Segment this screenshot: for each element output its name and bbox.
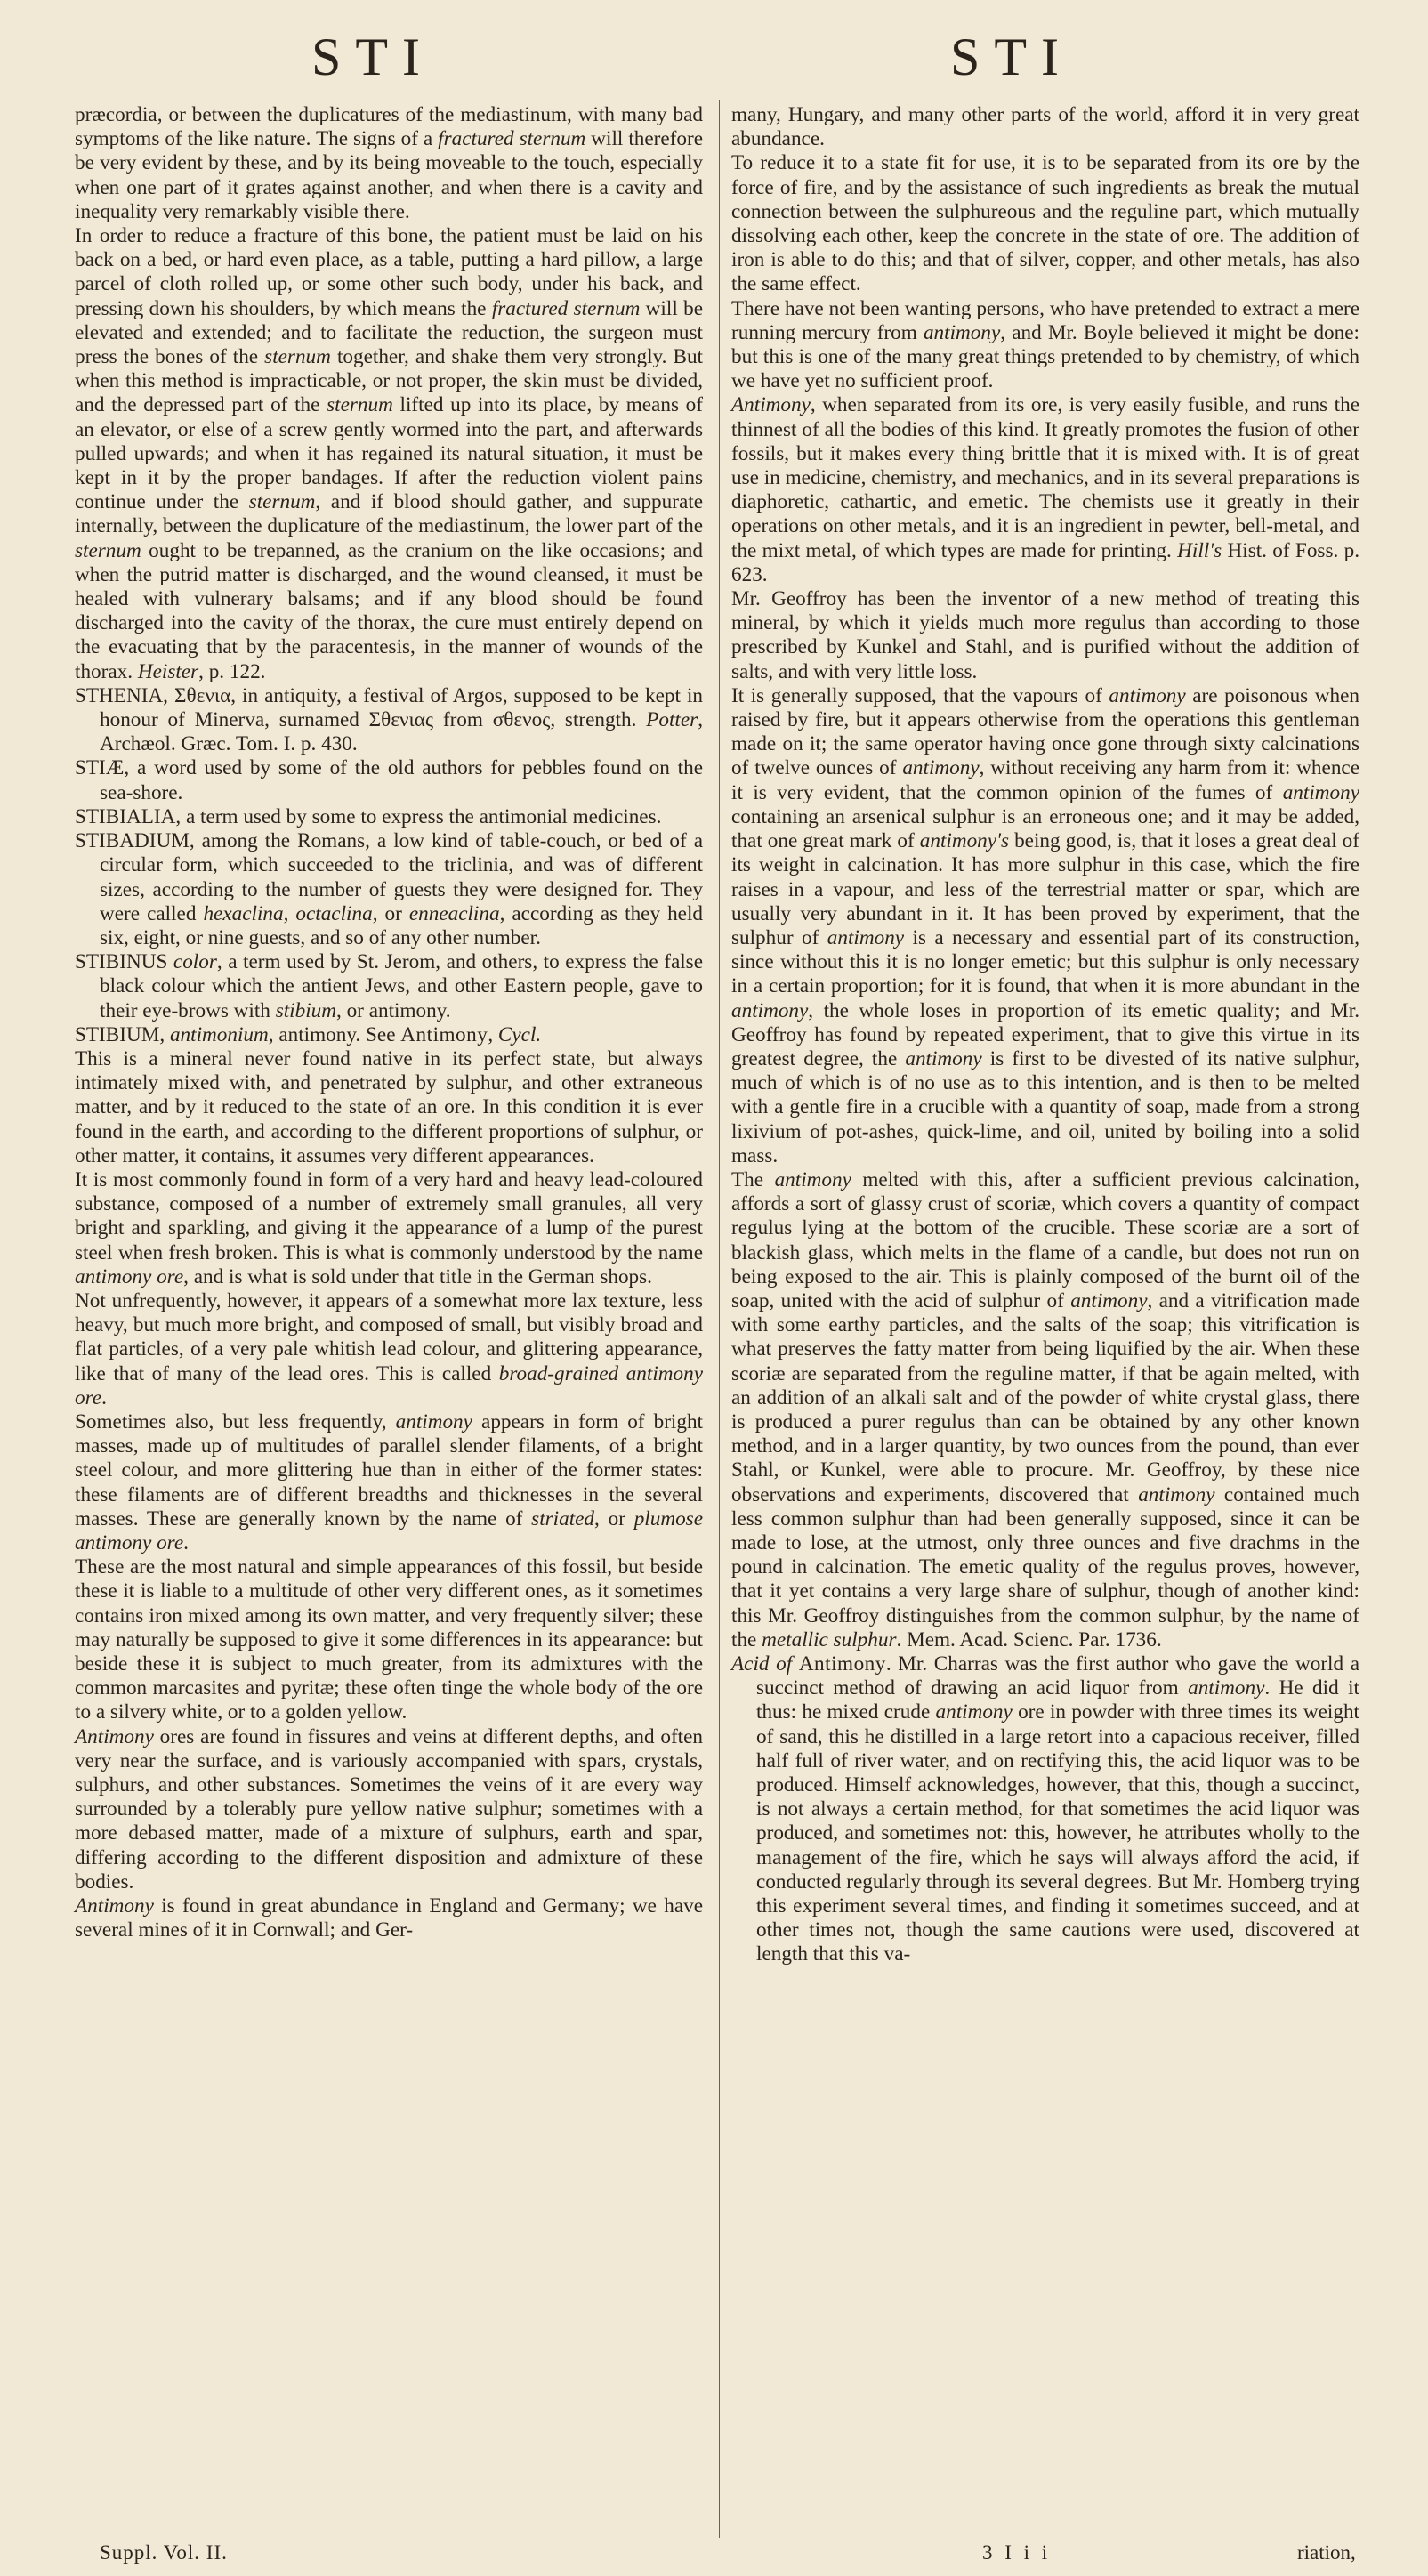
left-column-paragraph: STIBIUM, antimonium, antimony. See Antimony, Cycl. <box>75 1022 542 1046</box>
left-column-paragraph: STIÆ, a word used by some of the old authors for pebbles found on the sea-shore. <box>75 756 703 804</box>
right-column-paragraph: Mr. Geoffroy has been the inventor of a new method of treating this mineral, by which it yields much more regulus than according to those prescribed by Kunkel and Stahl, and is purified without the addition of salts, and with very little loss. <box>731 587 1359 683</box>
volume-label: Suppl. Vol. II. <box>100 2541 228 2564</box>
left-column-paragraph: Antimony is found in great abundance in England and Germany; we have several mines of it in Cornwall; and Ger- <box>75 1894 703 1942</box>
catchword: riation, <box>1297 2541 1356 2564</box>
right-column-paragraph: Acid of Antimony. Mr. Charras was the first author who gave the world a succinct method of drawing an acid liquor from antimony. He did it thus: he mixed crude antimony ore in powder with three times its weight of sand, this he distilled in a large retort into a capacious receiver, filled half full of river water, and on rectifying this, the acid liquor was to be produced. Himself acknowledges, however, that this, though a succinct, is not always a certain method, for that sometimes the acid liquor was produced, and sometimes not: this, however, he attributes wholly to the management of the fire, which he says will always afford the acid, if conducted regularly through its several degrees. But Mr. Homberg trying this experiment several times, and finding it sometimes succeed, and at other times not, though the same cautions were used, discovered at length that this va- <box>731 1652 1359 1966</box>
right-column-paragraph: many, Hungary, and many other parts of the world, afford it in very great abundance. <box>731 103 1359 151</box>
right-column-paragraph: To reduce it to a state fit for use, it is to be separated from its ore by the force of fire, and by the assistance of such ingredients as break the mutual connection between the sulphureous and the reguline part, which mutually dissolving each other, keep the concrete in the state of ore. The addition of iron is able to do this; and that of silver, copper, and other metals, has also the same effect. <box>731 151 1359 296</box>
left-column-paragraph: STIBIALIA, a term used by some to express the antimonial medicines. <box>75 804 662 828</box>
left-column-paragraph: Antimony ores are found in fissures and veins at different depths, and often very near the surface, and is variously accompanied with spars, crystals, sulphurs, and other substances. Sometimes the veins of it are every way surrounded by a tolerably pure yellow native sulphur; sometimes with a more debased matter, made of a mixture of sulphurs, earth and spar, differing according to the different disposition and admixture of these bodies. <box>75 1724 703 1894</box>
left-column-paragraph: These are the most natural and simple appearances of this fossil, but beside these it is liable to a multitude of other very different ones, as it sometimes contains iron mixed among its own matter, and very frequently silver; these may naturally be supposed to give it some differences in its appearance: but beside these it is subject to much greater, from its admixtures with the common marcasites and pyritæ; these often tinge the whole body of the ore to a silvery white, or to a golden yellow. <box>75 1555 703 1724</box>
left-column-paragraph: STHENIA, Σθενια, in antiquity, a festival of Argos, supposed to be kept in honour of Minerva, surnamed Σθενιας from σθενος, strength. Potter, Archæol. Græc. Tom. I. p. 430. <box>75 683 703 756</box>
left-column-paragraph: præcordia, or between the duplicatures of the mediastinum, with many bad symptoms of the like nature. The signs of a fractured sternum will therefore be very evident by these, and by its being moveable to the touch, especially when one part of it grates against another, and when there is a cavity and inequality very remarkably visible there. <box>75 103 703 223</box>
right-column <box>731 103 1359 1967</box>
left-column <box>75 103 703 1942</box>
running-head-left: STI <box>311 28 434 86</box>
signature-mark: 3 I i i <box>982 2541 1052 2564</box>
left-column-paragraph: In order to reduce a fracture of this bone, the patient must be laid on his back on a bed, or hard even place, as a table, putting a hard pillow, a large parcel of cloth rolled up, or some other such body, under his back, and pressing down his shoulders, by which means the fractured sternum will be elevated and extended; and to facilitate the reduction, the surgeon must press the bones of the sternum together, and shake them very strongly. But when this method is impracticable, or not proper, the skin must be divided, and the depressed part of the sternum lifted up into its place, by means of an elevator, or else of a screw gently wormed into the part, and afterwards pulled upwards; and when it has regained its natural situation, it must be kept in it by the proper bandages. If after the reduction violent pains continue under the sternum, and if blood should gather, and suppurate internally, between the duplicature of the mediastinum, the lower part of the sternum ought to be trepanned, as the cranium on the like occasions; and when the putrid matter is discharged, and the wound cleansed, it must be healed with vulnerary balsams; and if any blood should be found discharged into the cavity of the thorax, the cure must entirely depend on the evacuating that by the paracentesis, in the manner of wounds of the thorax. Heister, p. 122. <box>75 224 703 683</box>
running-head-right: STI <box>950 28 1073 86</box>
left-column-paragraph: Not unfrequently, however, it appears of a somewhat more lax texture, less heavy, but much more bright, and composed of small, but visibly broad and flat particles, of a very pale whitish lead colour, and glittering appearance, like that of many of the lead ores. This is called broad-grained antimony ore. <box>75 1288 703 1409</box>
left-column-paragraph: This is a mineral never found native in its perfect state, but always intimately mixed with, and penetrated by sulphur, and other extraneous matter, and by it reduced to the state of an ore. In this condition it is ever found in the earth, and according to the different proportions of sulphur, or other matter, it contains, it assumes very different appearances. <box>75 1046 703 1167</box>
right-column-paragraph: The antimony melted with this, after a sufficient previous calcination, affords a sort of glassy crust of scoriæ, which covers a quantity of compact regulus lying at the bottom of the crucible. These scoriæ are a sort of blackish glass, which melts in the flame of a candle, but does not run on being exposed to the air. This is plainly composed of the burnt oil of the soap, united with the acid of sulphur of antimony, and a vitrification made with some earthy particles, and the salts of the soap; this vitrification is what preserves the fatty matter from being liquified by the air. When these scoriæ are separated from the reguline matter, if that be again melted, with an addition of an alkali salt and of the powder of white crystal glass, there is produced a purer regulus than can be obtained by any other known method, and in a larger quantity, by two ounces from the pound, than ever Stahl, or Kunkel, were able to procure. Mr. Geoffroy, by these nice observations and experiments, discovered that antimony contained much less common sulphur than had been generally supposed, since it can be made to lose, at the utmost, only three ounces and five drachms in the pound in calcination. The emetic quality of the regulus proves, however, that it yet contains a very large share of sulphur, though of another kind: this Mr. Geoffroy distinguishes from the common sulphur, by the name of the metallic sulphur. Mem. Acad. Scienc. Par. 1736. <box>731 1167 1360 1651</box>
left-column-paragraph: Sometimes also, but less frequently, antimony appears in form of bright masses, made up of multitudes of parallel slender filaments, of a bright steel colour, and more glittering hue than in either of the former states: these filaments are of different breadths and thicknesses in the several masses. These are generally known by the name of striated, or plumose antimony ore. <box>75 1409 703 1554</box>
left-column-paragraph: It is most commonly found in form of a very hard and heavy lead-coloured substance, composed of a number of extremely small granules, all very bright and sparkling, and giving it the appearance of a lump of the purest steel when fresh broken. This is what is commonly understood by the name antimony ore, and is what is sold under that title in the German shops. <box>75 1167 703 1288</box>
left-column-paragraph: STIBADIUM, among the Romans, a low kind of table-couch, or bed of a circular form, which succeeded to the triclinia, and was of different sizes, according to the number of guests they were designed for. They were called hexaclina, octaclina, or enneaclina, according as they held six, eight, or nine guests, and so of any other number. <box>75 829 703 949</box>
column-rule <box>719 100 720 2538</box>
right-column-paragraph: There have not been wanting persons, who have pretended to extract a mere running mercury from antimony, and Mr. Boyle believed it might be done: but this is one of the many great things pretended to by chemistry, of which we have yet no sufficient proof. <box>731 296 1359 393</box>
right-column-paragraph: Antimony, when separated from its ore, is very easily fusible, and runs the thinnest of all the bodies of this kind. It greatly promotes the fusion of other fossils, but it makes every thing brittle that it is mixed with. It is of great use in medicine, chemistry, and mechanics, and in its several preparations is diaphoretic, cathartic, and emetic. The chemists use it greatly in their operations on other metals, and it is an ingredient in pewter, bell-metal, and the mixt metal, of which types are made for printing. Hill's Hist. of Foss. p. 623. <box>731 393 1359 586</box>
left-column-paragraph: STIBINUS color, a term used by St. Jerom, and others, to express the false black colour which the antient Jews, and other Eastern people, gave to their eye-brows with stibium, or antimony. <box>75 950 703 1022</box>
right-column-paragraph: It is generally supposed, that the vapours of antimony are poisonous when raised by fire, but it appears otherwise from the operations this gentleman made on it; the same operator having once gone through sixty calcinations of twelve ounces of antimony, without receiving any harm from it: whence it is very evident, that the common opinion of the fumes of antimony containing an arsenical sulphur is an erroneous one; and it may be added, that one great mark of antimony's being good, is, that it loses a great deal of its weight in calcination. It has more sulphur in this case, which the fire raises in a vapour, and less of the terrestrial matter or spar, which are usually very abundant in it. It has been proved by experiment, that the sulphur of antimony is a necessary and essential part of its construction, since without this it is no longer emetic; but this sulphur is only necessary in a certain proportion; for it is found, that when it is more abundant in the antimony, the whole loses in proportion of its emetic quality; and Mr. Geoffroy has found by repeated experiment, that to give this virtue in its greatest degree, the antimony is first to be divested of its native sulphur, much of which is of no use as to this intention, and is then to be melted with a gentle fire in a crucible with a quantity of soap, made from a strong lixivium of pot-ashes, quick-lime, and oil, united by boiling into a solid mass. <box>731 683 1359 1167</box>
